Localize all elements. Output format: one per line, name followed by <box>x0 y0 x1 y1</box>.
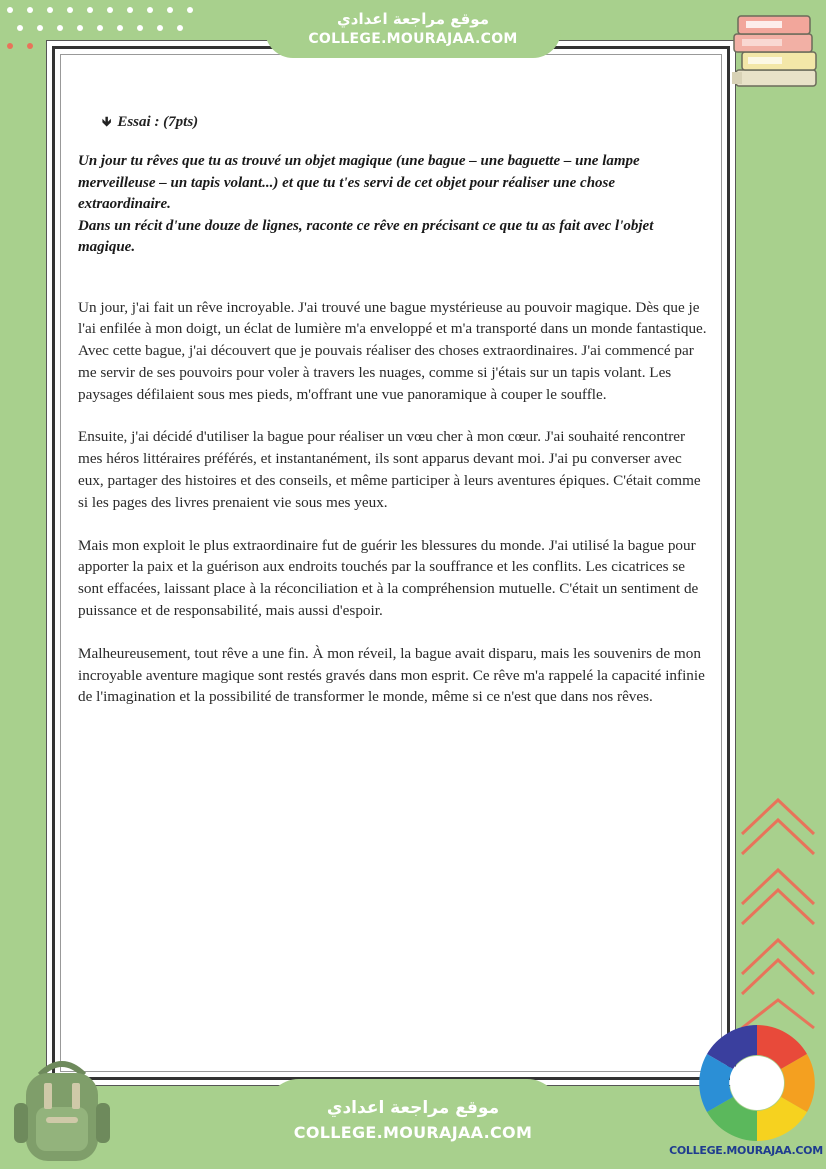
footer-site-url[interactable]: COLLEGE.MOURAJAA.COM <box>293 1123 533 1142</box>
logo-site-url[interactable]: COLLEGE.MOURAJAA.COM <box>669 1144 823 1157</box>
section-title-text: Essai : (7pts) <box>117 114 199 130</box>
backpack-icon <box>10 1055 114 1165</box>
essay-body <box>78 297 710 709</box>
essay-paragraph: Malheureusement, tout rêve a une fin. À mon réveil, la bague avait disparu, mais les souvenirs de mon incroyable aventure magique sont restés gravés dans mon esprit. Ce rêve m'a rappelé la capacité infinie de l'imagination et la possibilité de transformer le monde, même si ce n'est que dans nos rêves. <box>78 644 705 706</box>
education-wheel-logo <box>694 1020 820 1146</box>
essay-paragraph: Ensuite, j'ai décidé d'utiliser la bague pour réaliser un vœu cher à mon cœur. J'ai souhaité rencontrer mes héros littéraires préférés, et instantanément, ils sont apparus devant moi. J'ai pu converser avec eux, partager des histoires et des conseils, et même participer à leurs aventures épiques. C'était comme si les pages des livres prenaient vie sous mes yeux. <box>78 428 701 511</box>
prompt-line: Dans un récit d'une douze de lignes, raconte ce rêve en précisant ce que tu as fait avec l'objet magique. <box>78 217 654 255</box>
document-content <box>78 112 710 729</box>
chevron-up-icon <box>734 792 818 1032</box>
arrow-down-icon: 🡻 <box>102 114 112 129</box>
footer-arabic-title: موقع مراجعة اعدادي <box>326 1098 500 1118</box>
stacked-books-icon <box>728 8 820 96</box>
essay-prompt <box>78 151 710 259</box>
prompt-line: Un jour tu rêves que tu as trouvé un objet magique (une bague – une baguette – une lampe merveilleuse – un tapis volant...) et que tu t'es servi de cet objet pour réaliser une chose extraordinaire. <box>78 153 640 212</box>
header-banner <box>265 0 561 58</box>
footer-banner <box>265 1079 561 1169</box>
header-arabic-title: موقع مراجعة اعدادي <box>337 10 489 28</box>
header-site-url[interactable]: COLLEGE.MOURAJAA.COM <box>308 31 518 47</box>
section-title <box>102 112 710 132</box>
essay-paragraph: Mais mon exploit le plus extraordinaire fut de guérir les blessures du monde. J'ai utilisé la bague pour apporter la paix et la guérison aux endroits touchés par la souffrance et les conflits. Les cicatrices se sont effacées, laissant place à la réconciliation et à la compréhension mutuelle. C'était un sentiment de puissance et de responsabilité, mais aussi d'espoir. <box>78 536 699 620</box>
essay-paragraph: Un jour, j'ai fait un rêve incroyable. J'ai trouvé une bague mystérieuse au pouvoir magique. Dès que je l'ai enfilée à mon doigt, un éclat de lumière m'a enveloppé et m'a transporté dans un monde fantastique. Avec cette bague, j'ai découvert que je pouvais réaliser des choses extraordinaires. J'ai commencé par me servir de ses pouvoirs pour voler à travers les nuages, comme si j'étais sur un tapis volant. Les paysages défilaient sous mes pieds, m'offrant une vue panoramique à couper le souffle. <box>78 298 707 403</box>
